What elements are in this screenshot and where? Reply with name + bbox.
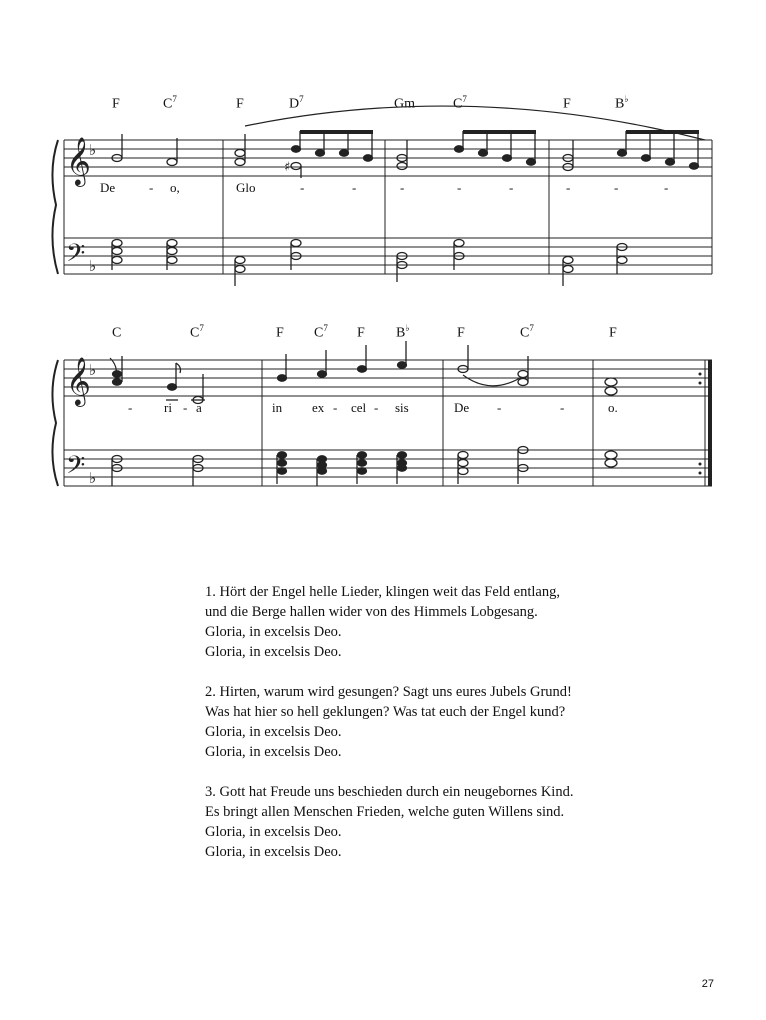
lyric-syllable: o. [608, 400, 618, 415]
bass-clef-icon: 𝄢 [66, 239, 86, 274]
verse-line: Was hat hier so hell geklungen? Was tat euch der Engel kund? [205, 704, 566, 720]
chord-symbol: $C^7$ [163, 94, 177, 112]
final-barline [708, 360, 712, 486]
lyric-syllable: in [272, 400, 283, 415]
lyric-syllable: - [566, 180, 571, 195]
chord-symbol: F [112, 96, 120, 112]
flat-key-signature-icon: ♭ [89, 257, 97, 275]
chord-symbol: B♭ [396, 323, 410, 341]
chord-symbol: Gm [394, 96, 415, 112]
chord-symbol: F [563, 96, 571, 112]
lyric-syllable: - [614, 180, 619, 195]
lyric-syllable: De [454, 400, 470, 415]
verse-line: Gloria, in excelsis Deo. [205, 624, 342, 640]
beams [300, 130, 699, 134]
verse-2 [205, 682, 572, 762]
lyric-syllable: sis [395, 400, 409, 415]
lyric-syllable: - [664, 180, 669, 195]
lyric-syllable: - [128, 400, 133, 415]
lyric-syllable: - [560, 400, 565, 415]
flat-key-signature-icon: ♭ [89, 361, 97, 379]
chord-symbol: $C^7$ [520, 323, 534, 341]
system-1-bass-notes [112, 240, 627, 287]
chord-symbol: B♭ [615, 94, 629, 112]
verse-line: Gloria, in excelsis Deo. [205, 844, 342, 860]
barlines [64, 140, 712, 486]
verse-3 [205, 782, 573, 862]
lyric-syllable: - [497, 400, 502, 415]
lyric-syllable: ex [312, 400, 325, 415]
lyric-syllable: cel [351, 400, 367, 415]
staff-lines [64, 140, 712, 486]
verse-line: Gloria, in excelsis Deo. [205, 724, 342, 740]
system-2-treble-notes [113, 341, 618, 404]
chord-symbol: F [357, 325, 365, 341]
chord-symbol: F [457, 325, 465, 341]
verse-line: Es bringt allen Menschen Frieden, welche guten Willens sind. [205, 804, 565, 820]
chord-symbol: $D^7$ [289, 94, 304, 112]
flat-key-signature-icon: ♭ [89, 141, 97, 159]
music-notation [0, 0, 766, 500]
lyric-syllable: - [400, 180, 405, 195]
treble-clef-icon: 𝄞 [66, 356, 91, 405]
system-2-bass-notes [112, 447, 617, 487]
treble-clef-icon: 𝄞 [66, 136, 91, 185]
brace-icon [52, 140, 58, 274]
verse-1 [205, 582, 560, 662]
verse-line: 1. Hört der Engel helle Lieder, klingen weit das Feld entlang, [205, 584, 560, 600]
lyric-syllable: - [457, 180, 462, 195]
chord-symbol: F [276, 325, 284, 341]
page-number: 27 [701, 978, 714, 990]
tie [463, 375, 520, 386]
system-1-treble-notes [112, 131, 699, 178]
sharp-accidental-icon: ♯ [284, 160, 291, 175]
flat-key-signature-icon: ♭ [89, 469, 97, 487]
phrase-slur [245, 106, 705, 140]
lyric-syllable: o, [170, 180, 180, 195]
lyric-syllable: a [196, 400, 202, 415]
verse-line: 2. Hirten, warum wird gesungen? Sagt uns eures Jubels Grund! [205, 684, 572, 700]
lyric-syllable: - [333, 400, 338, 415]
lyric-syllable: - [374, 400, 379, 415]
lyric-syllable: ri [164, 400, 172, 415]
chord-symbol: F [236, 96, 244, 112]
lyric-syllable: - [183, 400, 188, 415]
chord-symbol: $C^7$ [453, 94, 467, 112]
lyric-syllable: - [352, 180, 357, 195]
verse-line: Gloria, in excelsis Deo. [205, 824, 342, 840]
bass-clef-icon: 𝄢 [66, 451, 86, 486]
lyric-syllable: - [300, 180, 305, 195]
chord-symbol: C [112, 325, 122, 341]
chord-symbol: $C^7$ [314, 323, 328, 341]
chord-symbol: $C^7$ [190, 323, 204, 341]
verse-line: 3. Gott hat Freude uns beschieden durch ein neugebornes Kind. [205, 784, 574, 800]
chord-symbol: F [609, 325, 617, 341]
verse-line: Gloria, in excelsis Deo. [205, 644, 342, 660]
lyric-syllable: Glo [236, 180, 256, 195]
verse-line: und die Berge hallen wider von des Himmels Lobgesang. [205, 604, 538, 620]
lyric-syllable: - [149, 180, 154, 195]
brace-icon [52, 360, 58, 486]
lyric-syllable: De [100, 180, 116, 195]
lyric-syllable: - [509, 180, 514, 195]
verse-line: Gloria, in excelsis Deo. [205, 744, 342, 760]
